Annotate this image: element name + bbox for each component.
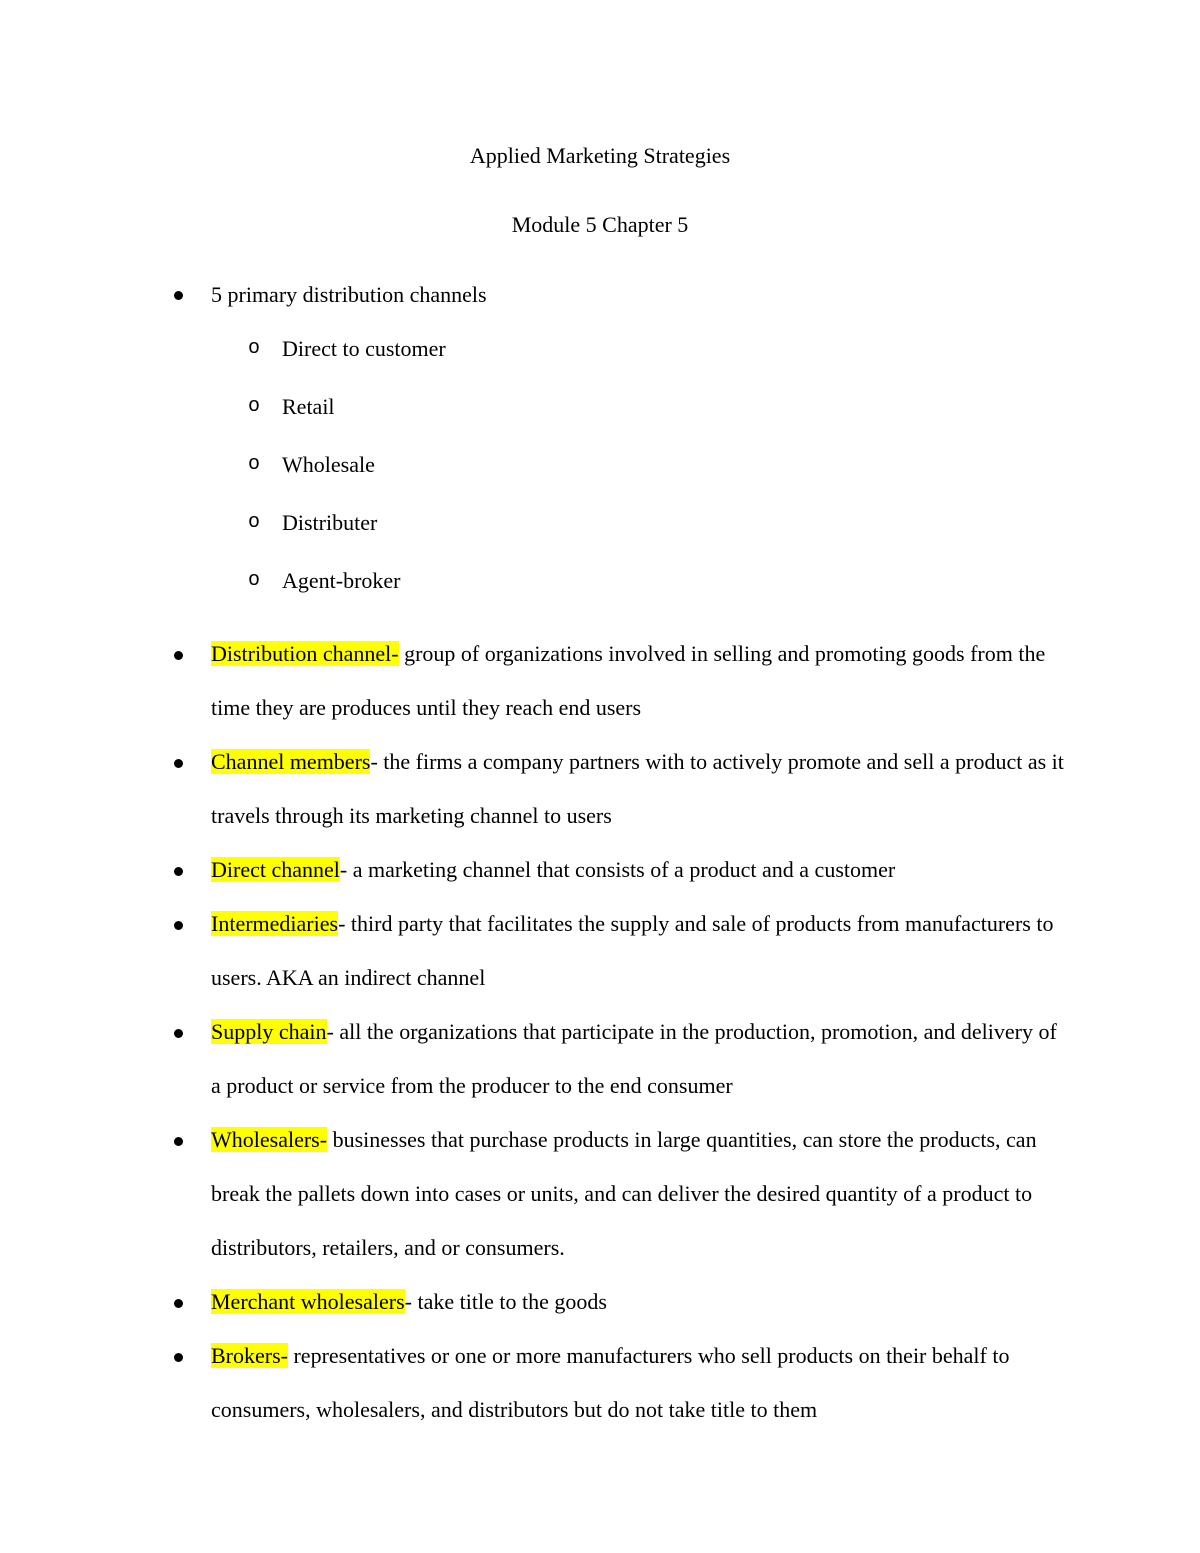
highlighted-term: Brokers- [211, 1343, 288, 1368]
sub-list [0, 334, 1200, 624]
list-item [0, 280, 1071, 310]
circle-bullet-icon: o [248, 395, 261, 418]
definition-item [0, 1275, 1071, 1329]
sub-list-item [0, 392, 1200, 450]
bullet-icon [174, 1353, 183, 1362]
definition-item [0, 843, 1071, 897]
definition-item [0, 1329, 1071, 1437]
document-subtitle: Module 5 Chapter 5 [511, 212, 689, 237]
highlighted-term: Intermediaries [211, 911, 339, 936]
definition-text: businesses that purchase products in large quantities, can store the products, can break the pallets down into cases or units, and can deliver the desired quantity of a product to distributors, retailers, and or consumers. [211, 1127, 1037, 1260]
circle-bullet-icon: o [248, 511, 261, 534]
highlighted-term: Supply chain [211, 1019, 327, 1044]
sub-list-item-text: Distributer [282, 510, 378, 535]
definition-item [0, 1005, 1071, 1113]
sub-list-item [0, 566, 1200, 624]
highlighted-term: Merchant wholesalers [211, 1289, 405, 1314]
document-title: Applied Marketing Strategies [469, 143, 731, 168]
definition-text: - take title to the goods [404, 1289, 607, 1314]
definition-text: representatives or one or more manufacturers who sell products on their behalf to consumers, wholesalers, and distributors but do not take title to them [211, 1343, 1010, 1422]
bullet-icon [174, 759, 183, 768]
sub-list-item [0, 450, 1200, 508]
bullet-icon [174, 651, 183, 660]
circle-bullet-icon: o [248, 569, 261, 592]
bullet-icon [174, 291, 183, 300]
highlighted-term: Channel members [211, 749, 371, 774]
circle-bullet-icon: o [248, 453, 261, 476]
definition-item [0, 897, 1071, 1005]
definition-item [0, 1113, 1071, 1275]
bullet-icon [174, 1137, 183, 1146]
highlighted-term: Distribution channel- [211, 641, 399, 666]
sub-list-item [0, 508, 1200, 566]
list-item-text: 5 primary distribution channels [211, 282, 487, 307]
bullet-icon [174, 867, 183, 876]
bullet-icon [174, 921, 183, 930]
definition-text: - the firms a company partners with to actively promote and sell a product as it travels through its marketing channel to users [211, 749, 1064, 828]
sub-list-item-text: Retail [282, 394, 335, 419]
bullet-icon [174, 1299, 183, 1308]
sub-list-item [0, 334, 1200, 392]
sub-list-item-text: Wholesale [282, 452, 375, 477]
bullet-list [0, 280, 1200, 1437]
definition-item [0, 627, 1071, 735]
sub-list-item-text: Agent-broker [282, 568, 401, 593]
definition-text: - third party that facilitates the supply and sale of products from manufacturers to users. AKA an indirect channel [211, 911, 1054, 990]
circle-bullet-icon: o [248, 337, 261, 360]
definition-text: group of organizations involved in selling and promoting goods from the time they are produces until they reach end users [211, 641, 1046, 720]
highlighted-term: Direct channel [211, 857, 340, 882]
sub-list-item-text: Direct to customer [282, 336, 446, 361]
definition-item [0, 735, 1071, 843]
definition-text: - all the organizations that participate in the production, promotion, and delivery of a product or service from the producer to the end consumer [211, 1019, 1057, 1098]
sub-list-container [0, 334, 1200, 624]
definition-text: - a marketing channel that consists of a product and a customer [339, 857, 896, 882]
highlighted-term: Wholesalers- [211, 1127, 328, 1152]
bullet-icon [174, 1029, 183, 1038]
